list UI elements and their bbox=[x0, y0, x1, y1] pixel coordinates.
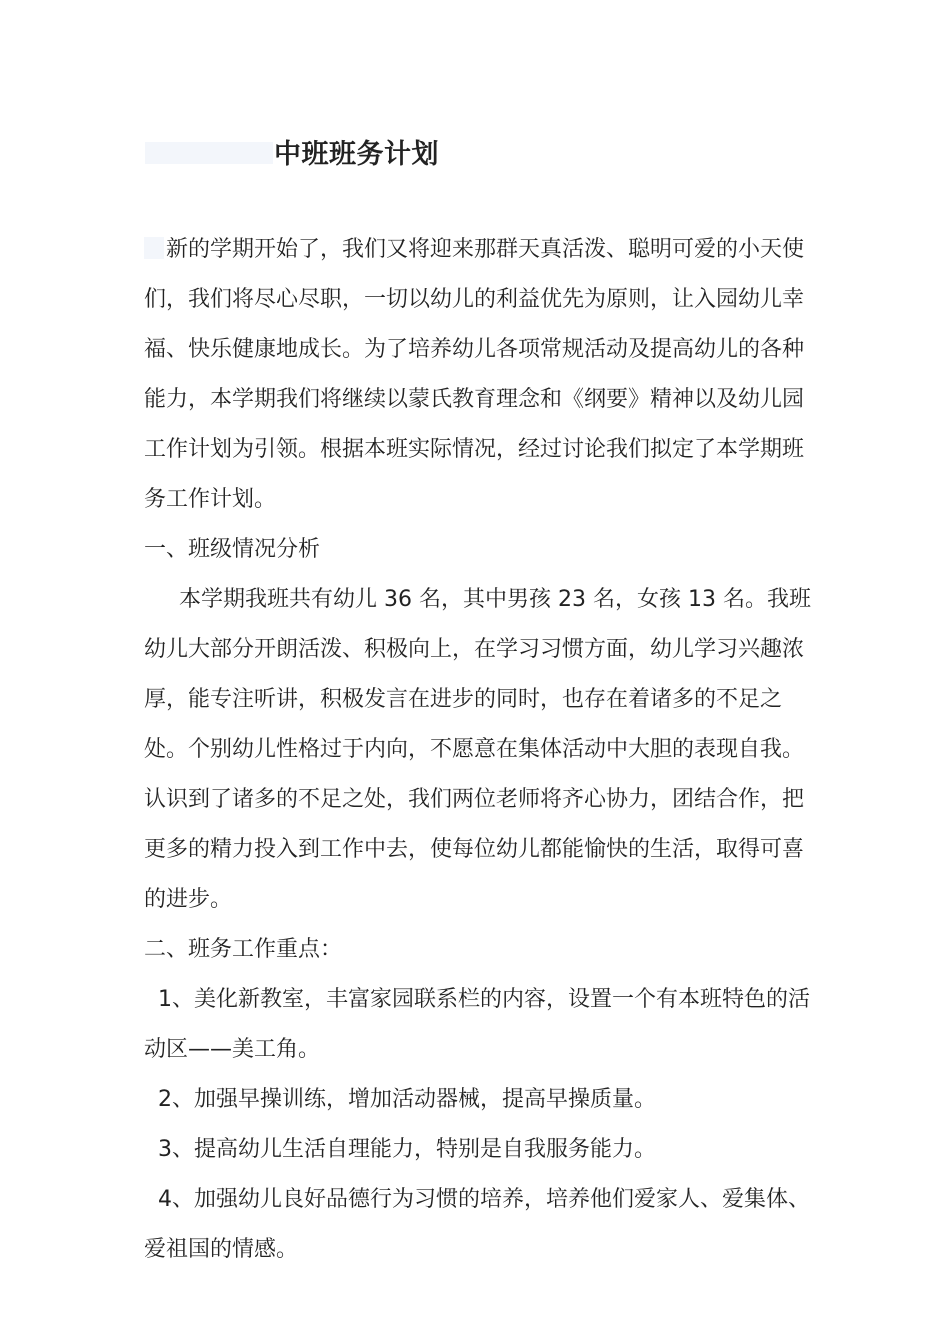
intro-highlight bbox=[144, 237, 164, 259]
class-analysis-paragraph: 本学期我班共有幼儿 36 名，其中男孩 23 名，女孩 13 名。我班幼儿大部分开朗活泼、积极向上，在学习习惯方面，幼儿学习兴趣浓厚，能专注听讲，积极发言在进步的同时，也存在着诸多的不足之处。个别幼儿性格过于内向，不愿意在集体活动中大胆的表现自我。认识到了诸多的不足之处，我们两位老师将齐心协力，团结合作，把更多的精力投入到工作中去，使每位幼儿都能愉快的生活，取得可喜的进步。 bbox=[144, 587, 811, 912]
list-item: 4、加强幼儿良好品德行为习惯的培养，培养他们爱家人、爱集体、爱祖国的情感。 bbox=[144, 1187, 810, 1262]
section-heading-class-analysis: 一、班级情况分析 bbox=[144, 537, 321, 562]
section-heading-work-focus: 二、班务工作重点： bbox=[144, 937, 343, 962]
intro-paragraph bbox=[144, 225, 814, 525]
document-title: 中班班务计划 bbox=[274, 139, 439, 170]
document-body bbox=[144, 225, 814, 1275]
list-item: 3、提高幼儿生活自理能力，特别是自我服务能力。 bbox=[158, 1137, 656, 1162]
list-item: 2、加强早操训练，增加活动器械，提高早操质量。 bbox=[158, 1087, 656, 1112]
title-highlight bbox=[145, 142, 273, 164]
intro-text: 新的学期开始了，我们又将迎来那群天真活泼、聪明可爱的小天使们，我们将尽心尽职，一切以幼儿的利益优先为原则，让入园幼儿幸福、快乐健康地成长。为了培养幼儿各项常规活动及提高幼儿的各种能力，本学期我们将继续以蒙氏教育理念和《纲要》精神以及幼儿园工作计划为引领。根据本班实际情况，经过讨论我们拟定了本学期班务工作计划。 bbox=[144, 237, 805, 512]
list-item: 1、美化新教室，丰富家园联系栏的内容，设置一个有本班特色的活动区——美工角。 bbox=[144, 987, 810, 1062]
